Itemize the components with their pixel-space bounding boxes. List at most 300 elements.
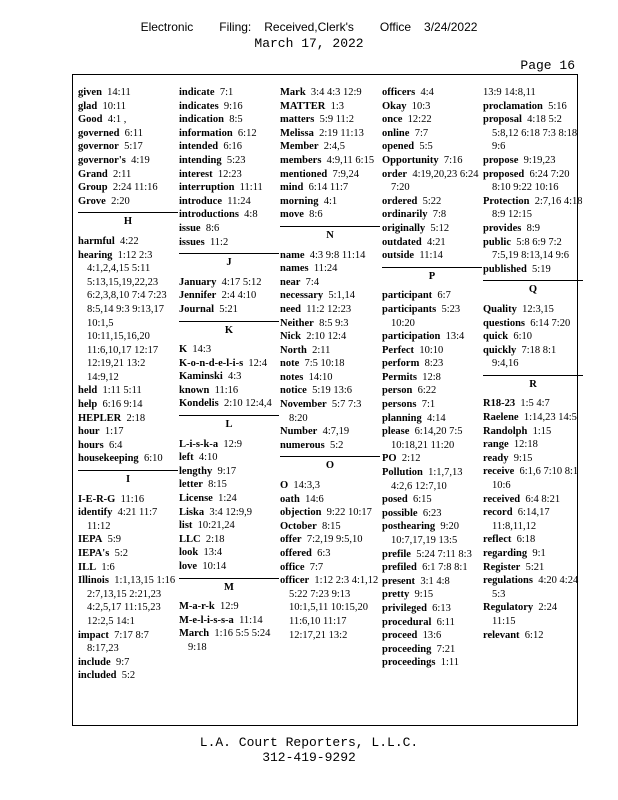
index-word: introduce [179, 195, 222, 207]
index-entry [280, 140, 380, 154]
page-line-refs: 6:18 [516, 534, 536, 546]
index-word: information [179, 127, 233, 139]
index-entry [78, 425, 178, 439]
index-word: intended [179, 141, 219, 153]
index-entry [280, 127, 380, 141]
index-entry [483, 154, 583, 168]
page-line-refs: 7:5 10:18 [304, 358, 345, 370]
index-entry [179, 86, 279, 100]
index-entry [78, 656, 178, 670]
index-entry [179, 100, 279, 114]
page-line-refs: 12:22 [407, 114, 432, 126]
page-line-refs: 5:1,14 [328, 290, 355, 302]
page-line-refs: 2:24 11:16 [112, 182, 158, 194]
index-entry [483, 222, 583, 236]
index-entry [78, 452, 178, 466]
page-line-refs: 6:22 [417, 385, 437, 397]
page-line-refs: 2:10 12:4 [306, 331, 347, 343]
index-word: members [280, 154, 322, 166]
index-entry [382, 588, 482, 602]
index-entry [179, 276, 279, 290]
page-line-refs: 1:6 [101, 561, 115, 573]
page-line-refs: 13:4 [203, 547, 223, 559]
page-line-refs: 11:24 [227, 195, 251, 207]
index-entry [280, 195, 380, 209]
filing-stamp: Electronic Filing: Received,Clerk's Office 3/24/2022 [140, 20, 478, 34]
index-word: reflect [483, 534, 512, 546]
index-word: Journal [179, 303, 215, 315]
page-line-refs: 14:10 [308, 371, 333, 383]
index-entry [483, 574, 583, 601]
index-entry [382, 412, 482, 426]
page-line-refs: 6:10 [513, 331, 533, 343]
index-entry [78, 412, 178, 426]
page-line-refs: 5:2 [121, 670, 136, 682]
index-entry [382, 154, 482, 168]
page-line-refs: 9:22 10:17 [326, 507, 372, 519]
index-word: MATTER [280, 100, 326, 112]
index-column-2 [179, 86, 279, 655]
index-entry [382, 452, 482, 466]
index-entry [483, 438, 583, 452]
index-word: hour [78, 426, 100, 438]
page-line-refs: 6:11 [124, 127, 143, 139]
page-line-refs: 7:1 [219, 87, 234, 98]
page-line-refs: 4:18 5:2 5:8,12 6:18 7:3 8:18 9:6 [492, 114, 578, 153]
index-entry [280, 86, 380, 100]
page-line-refs: 7:17 8:7 8:17,23 [87, 629, 149, 655]
index-word: posthearing [382, 521, 436, 533]
page-line-refs: 10:3 [411, 100, 431, 112]
index-word: Illinois [78, 575, 109, 587]
index-entry [280, 533, 380, 547]
index-entry [78, 629, 178, 656]
page-line-refs: 9:15 [414, 589, 434, 601]
index-word: Quality [483, 303, 517, 315]
index-entry [78, 113, 178, 127]
index-word: Kaminski [179, 371, 223, 383]
index-word: March [179, 628, 210, 640]
page-line-refs: 4:3 [228, 371, 242, 383]
page-line-refs: 6:3 [317, 548, 331, 559]
reporter-company: L.A. Court Reporters, L.L.C. [199, 735, 419, 750]
index-entry [483, 113, 583, 154]
index-entry [179, 370, 279, 384]
index-word: identify [78, 507, 113, 519]
index-entry [179, 519, 279, 533]
transcript-date: March 17, 2022 [254, 36, 364, 51]
index-entry [382, 561, 482, 575]
page-line-refs: 8:5 [229, 114, 243, 126]
section-letter: N [280, 226, 380, 243]
index-entry [483, 86, 583, 100]
page-line-refs: 14:3,3 [293, 480, 320, 492]
index-word: Randolph [483, 425, 528, 437]
index-entry [382, 371, 482, 385]
index-entry [483, 452, 583, 466]
section-letter: H [78, 212, 178, 229]
index-entry [280, 262, 380, 276]
index-entry [483, 561, 583, 575]
index-entry [179, 627, 279, 654]
index-entry [280, 249, 380, 263]
page-line-refs: 7:1 [421, 399, 436, 411]
index-word: Mark [280, 87, 306, 98]
page-line-refs: 6:16 [223, 141, 243, 153]
index-word: once [382, 114, 403, 126]
index-word: opened [382, 141, 415, 153]
page-line-refs: 2:11 [312, 344, 331, 356]
index-entry [78, 235, 178, 249]
index-entry [280, 208, 380, 222]
index-entry [179, 451, 279, 465]
index-word: propose [483, 154, 519, 166]
index-entry [280, 439, 380, 453]
page-line-refs: 6:1 7:8 8:1 [422, 562, 468, 574]
page-line-refs: 3:1 4:8 [420, 575, 450, 587]
index-entry [280, 561, 380, 575]
index-word: received [483, 493, 521, 505]
index-entry [78, 669, 178, 683]
index-word: L-i-s-k-a [179, 438, 219, 450]
page-line-refs: 1:24 [218, 493, 237, 505]
page-line-refs: 2:19 11:13 [319, 127, 364, 139]
page-line-refs: 12:18 [513, 439, 538, 451]
page-line-refs: 11:2 [209, 236, 229, 248]
index-entry [280, 398, 380, 425]
section-letter: L [179, 415, 279, 432]
index-entry [179, 560, 279, 574]
index-word: order [382, 168, 408, 180]
index-word: love [179, 561, 198, 572]
section-letter: M [179, 578, 279, 595]
index-word: Grand [78, 168, 108, 180]
page-line-refs: 1:12 2:3 4:1,2,4,15 5:11 5:13,15,19,22,23 6:2,3,8,10 7:4 7:23 8:5,14 9:3 9:13,17 10:1,5 10:11,15,16,20 11:6,10,17 12:17 12:19,21 13:2 14:9,12 [87, 249, 167, 383]
index-word: note [280, 358, 300, 370]
page-line-refs: 8:6 [309, 209, 323, 221]
page-line-refs: 2:18 [126, 412, 146, 424]
index-word: letter [179, 479, 203, 491]
page-line-refs: 14:11 [107, 87, 131, 98]
index-entry [179, 533, 279, 547]
index-word: proceedings [382, 657, 436, 669]
page-line-refs: 5:9 11:2 [319, 114, 354, 126]
index-word: necessary [280, 290, 324, 302]
index-word: public [483, 236, 512, 248]
index-word: left [179, 452, 194, 464]
index-entry [78, 398, 178, 412]
page-line-refs: 8:6 [205, 222, 220, 234]
index-word: harmful [78, 235, 115, 247]
index-word: K [179, 344, 188, 356]
index-entry [179, 168, 279, 182]
index-word: numerous [280, 439, 325, 451]
index-word: privileged [382, 602, 427, 614]
index-entry [483, 195, 583, 222]
index-entry [483, 506, 583, 533]
index-entry [179, 384, 279, 398]
index-entry [483, 303, 583, 317]
index-entry [382, 507, 482, 521]
index-word: hours [78, 439, 104, 451]
page-line-refs: 4:17 5:12 [221, 276, 262, 288]
index-entry [382, 289, 482, 303]
index-word: Group [78, 182, 108, 194]
page-line-refs: 6:16 9:14 [102, 399, 143, 411]
index-word: list [179, 520, 193, 532]
index-word: governor's [78, 154, 126, 166]
index-entry [280, 371, 380, 385]
index-word: pretty [382, 589, 410, 601]
page-line-refs: 5:8 6:9 7:2 7:5,19 8:13,14 9:6 [492, 236, 570, 262]
index-word: Okay [382, 100, 407, 112]
section-letter: P [382, 267, 482, 284]
page-line-refs: 6:12 [524, 629, 544, 641]
index-entry [280, 113, 380, 127]
page-line-refs: 11:16 [120, 493, 145, 505]
index-entry [382, 357, 482, 371]
index-word: record [483, 507, 513, 519]
page-line-refs: 1:5 4:7 [520, 398, 550, 410]
page-line-refs: 4:10 [198, 452, 218, 464]
index-word: prefile [382, 548, 411, 560]
index-word: K-o-n-d-e-l-i-s [179, 357, 244, 369]
index-entry [78, 547, 178, 561]
index-word: ready [483, 452, 509, 464]
page-line-refs: 7:8 [432, 209, 447, 221]
page-line-refs: 11:14 [239, 614, 263, 626]
index-entry [382, 616, 482, 630]
index-word: mentioned [280, 168, 328, 180]
index-word: receive [483, 466, 515, 478]
index-entry [78, 154, 178, 168]
page-line-refs: 9:15 [513, 452, 533, 464]
page-line-refs: 1:1,13,15 1:16 2:7,13,15 2:21,23 4:2,5,17 11:15,23 12:2,5 14:1 [87, 575, 176, 627]
index-entry [382, 127, 482, 141]
page-line-refs: 11:11 [239, 182, 263, 194]
page-line-refs: 4:7,19 [322, 426, 350, 438]
index-word: M-a-r-k [179, 601, 215, 613]
index-entry [179, 303, 279, 317]
index-word: prefiled [382, 562, 417, 574]
index-entry [382, 425, 482, 452]
index-word: quickly [483, 344, 517, 356]
index-entry [483, 425, 583, 439]
index-entry [78, 506, 178, 533]
index-entry [78, 384, 178, 398]
index-entry [179, 154, 279, 168]
index-word: Jennifer [179, 290, 217, 302]
page-line-refs: 10:10 [419, 344, 444, 356]
page-number: Page 16 [520, 58, 575, 73]
index-word: indication [179, 114, 224, 126]
page-line-refs: 12:9 [223, 438, 243, 450]
index-word: participants [382, 303, 437, 315]
index-entry [483, 236, 583, 263]
index-word: R18-23 [483, 398, 516, 410]
page-line-refs: 9:19,23 [523, 154, 556, 166]
index-word: Melissa [280, 127, 314, 139]
index-word: objection [280, 507, 322, 519]
index-word: indicates [179, 100, 219, 112]
reporter-phone: 312-419-9292 [262, 750, 356, 765]
index-entry [280, 100, 380, 114]
page-line-refs: 7:7 [309, 561, 324, 573]
index-entry [179, 438, 279, 452]
page-line-refs: 10:11 [102, 100, 127, 112]
page-line-refs: 11:24 [313, 263, 338, 275]
page-line-refs: 10:14 [202, 561, 227, 572]
index-entry [483, 317, 583, 331]
index-entry [382, 236, 482, 250]
index-entry [78, 86, 178, 100]
index-word: officers [382, 87, 416, 98]
section-letter: J [179, 253, 279, 270]
page-line-refs: 5:21 [219, 303, 238, 315]
index-word: office [280, 561, 305, 573]
page-line-refs: 14:3 [192, 344, 212, 356]
index-entry [382, 100, 482, 114]
page-line-refs: 12:23 [217, 168, 242, 180]
index-entry [179, 181, 279, 195]
index-word: outdated [382, 236, 422, 248]
index-word: originally [382, 222, 426, 234]
page-line-refs: 8:9 [526, 222, 540, 234]
index-word: Number [280, 426, 318, 438]
index-word: Member [280, 141, 319, 153]
index-word: include [78, 656, 111, 668]
index-entry [280, 154, 380, 168]
page-line-refs: 2:24 11:15 [492, 602, 558, 627]
index-entry [179, 208, 279, 222]
index-word: mind [280, 182, 304, 194]
index-word: Pollution [382, 467, 423, 479]
page-line-refs: 5:19 13:6 [312, 385, 353, 397]
index-word: Opportunity [382, 154, 439, 166]
index-entry [382, 330, 482, 344]
index-word: IEPA's [78, 548, 110, 559]
index-word: ordered [382, 195, 418, 207]
page-line-refs: 4:19,20,23 6:24 7:20 [391, 168, 479, 194]
index-word: name [280, 249, 305, 261]
page-line-refs: 3:4 4:3 12:9 [310, 87, 362, 98]
index-entry [382, 86, 482, 100]
page-line-refs: 6:14 11:7 [308, 182, 349, 194]
index-entry [382, 602, 482, 616]
section-letter: I [78, 470, 178, 487]
index-entry [280, 168, 380, 182]
index-word: published [483, 263, 527, 275]
index-entry [280, 330, 380, 344]
page-line-refs: 5:2 [114, 548, 128, 559]
page-line-refs: 9:7 [115, 656, 130, 668]
index-word: impact [78, 629, 109, 641]
index-word: License [179, 493, 213, 505]
index-entry [280, 357, 380, 371]
index-word: Raelene [483, 412, 519, 424]
page-line-refs: 6:7 [437, 290, 451, 302]
index-entry [382, 249, 482, 263]
index-entry [280, 547, 380, 561]
page-line-refs: 10:21,24 [197, 520, 235, 532]
index-word: regulations [483, 575, 533, 587]
index-entry [382, 398, 482, 412]
index-word: issue [179, 222, 201, 234]
index-entry [382, 643, 482, 657]
index-word: housekeeping [78, 453, 139, 465]
index-entry [179, 222, 279, 236]
index-word: participation [382, 331, 441, 343]
index-word: ordinarily [382, 209, 428, 221]
index-entry [280, 317, 380, 331]
index-word: known [179, 384, 210, 396]
index-entry [179, 492, 279, 506]
index-entry [382, 113, 482, 127]
page-line-refs: 5:5 [419, 141, 433, 153]
index-entry [483, 397, 583, 411]
page-line-refs: 6:14,17 11:8,11,12 [492, 507, 550, 532]
index-word: O [280, 480, 289, 492]
index-entry [382, 466, 482, 493]
index-entry [483, 547, 583, 561]
index-entry [280, 425, 380, 439]
index-word: proposal [483, 114, 522, 126]
page-line-refs: 7:7 [414, 127, 429, 139]
index-column-3 [280, 86, 380, 642]
index-word: please [382, 426, 410, 438]
page-line-refs: 1:1,7,13 4:2,6 12:7,10 [391, 467, 463, 492]
page-line-refs: 13:4 [445, 331, 465, 343]
index-word: regarding [483, 548, 528, 559]
index-word: interest [179, 168, 213, 180]
index-entry [78, 100, 178, 114]
index-word: ILL [78, 561, 97, 573]
page-line-refs: 2:20 [111, 195, 130, 207]
index-word: M-e-l-i-s-s-a [179, 614, 234, 626]
page-line-refs: 5:24 7:11 8:3 [416, 548, 472, 560]
index-word: HEPLER [78, 412, 122, 424]
index-entry [78, 140, 178, 154]
page-line-refs: 2:10 12:4,4 [223, 398, 272, 410]
page-line-refs: 7:4 [305, 276, 320, 288]
index-word: notes [280, 371, 304, 383]
index-word: questions [483, 317, 526, 329]
index-entry [179, 546, 279, 560]
page-line-refs: 9:20 10:7,17,19 13:5 [391, 521, 460, 546]
index-word: online [382, 127, 410, 139]
index-word: offer [280, 534, 302, 546]
page-line-refs: 2:11 [113, 168, 132, 180]
index-word: Good [78, 114, 103, 126]
page-line-refs: 6:12 [237, 127, 257, 139]
page-line-refs: 12:4 [248, 357, 268, 369]
index-entry [280, 344, 380, 358]
index-word: Liska [179, 506, 205, 518]
index-entry [382, 140, 482, 154]
index-entry [382, 656, 482, 670]
page-line-refs: 4:14 [426, 412, 446, 424]
index-entry [78, 181, 178, 195]
index-entry [179, 506, 279, 520]
index-entry [179, 127, 279, 141]
index-word: Grove [78, 195, 106, 207]
page-line-refs: 4:20 4:24 5:3 [492, 575, 579, 600]
index-word: procedural [382, 616, 432, 628]
index-word: need [280, 303, 301, 315]
index-entry [78, 168, 178, 182]
index-word: matters [280, 114, 315, 126]
page-line-refs: 1:11 5:11 [102, 385, 142, 397]
